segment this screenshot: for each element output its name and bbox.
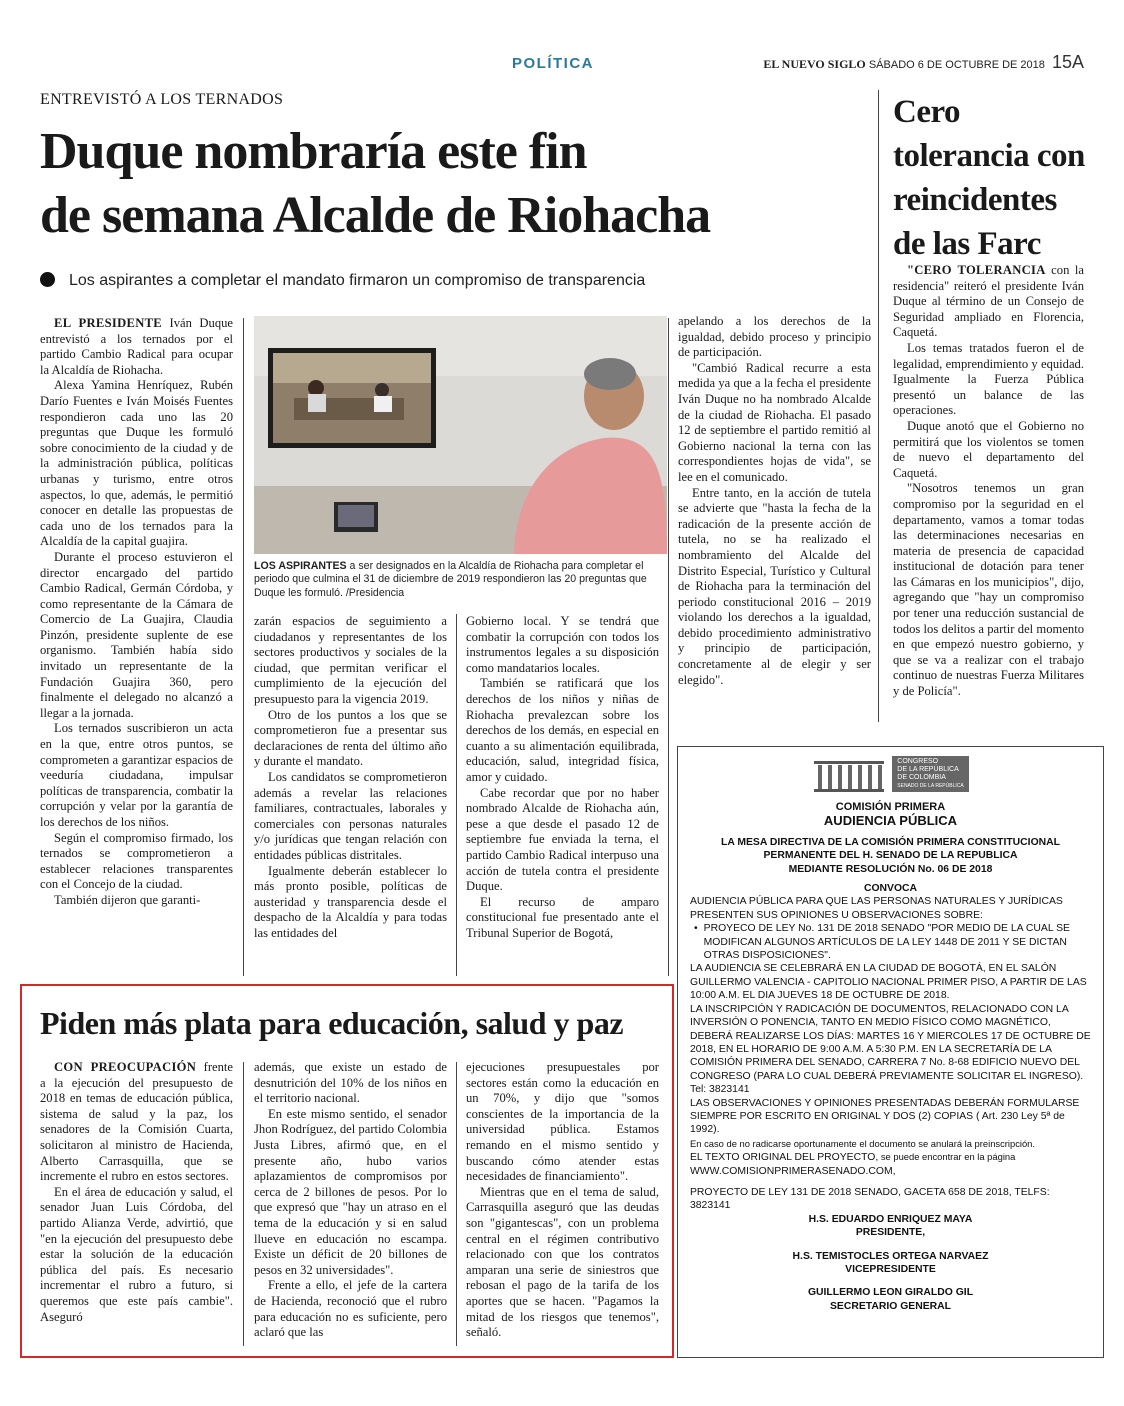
paragraph: En el área de educación y salud, el senador Juan Luis Córdoba, del partido Alianza Verde, advirtió, que "en la ejecución del presupuesto debe estar la solución de la educación pública del país. Es necesario incrementar el rubro a futuro, si queremos que este país cambie". Aseguró (40, 1184, 233, 1324)
main-kicker: ENTREVISTÓ A LOS TERNADOS (40, 91, 284, 108)
signatory-role: PRESIDENTE, (855, 1227, 926, 1239)
box-column-2 (254, 1060, 447, 1341)
section-label: POLÍTICA (512, 55, 594, 72)
column-rule (456, 1062, 457, 1346)
paragraph: En este mismo sentido, el senador Jhon Rodríguez, del partido Colombia Justa Libres, afirmó que, en el presente año, hubo varios aplazamientos de compromisos por cerca de 2 billones de pesos. Por lo que expresó que "hay un atraso en el tema de la educación y si en salud llueve en educación no escampa. Existe un déficit de 20 billones de pesos en 32 universidades". (254, 1106, 447, 1277)
paragraph (40, 1060, 233, 1185)
photo-illustration (254, 316, 667, 554)
box-headline: Piden más plata para educación, salud y paz (40, 1005, 624, 1041)
logo-line: CONGRESO (897, 758, 939, 765)
column-rule (243, 1062, 244, 1346)
ad-text: EL TEXTO ORIGINAL DEL PROYECTO, (690, 1152, 879, 1164)
paragraph: Igualmente deberán establecer lo más pronto posible, políticas de austeridad y transparencia desde el despacho de la Alcaldía y para todas las entidades del (254, 863, 447, 940)
column-rule (668, 318, 669, 976)
lead-caps: CON PREOCUPACIÓN (54, 1060, 197, 1074)
paper-name: EL NUEVO SIGLO (763, 57, 866, 71)
paragraph: Mientras que en el tema de salud, Carrasquilla aseguró que las deudas son "gigantescas", con un problema central en el régimen contributivo relacionado con que los contratos amparan una serie de siniestros que rebosan el pago de la tarifa de los aportes que se hacen. "Pagamos la mitad de los riesgos que tenemos", señaló. (466, 1184, 659, 1340)
paragraph: Cabe recordar que por no haber nombrado Alcalde de Riohacha aún, pese a que desde el pasado 12 de septiembre fue enviada la terna, el partido Cambio Radical interpuso una acción de tutela contra el presidente Duque. (466, 785, 659, 894)
box-column-1 (40, 1060, 233, 1325)
main-headline-line: Duque nombraría este fin (40, 123, 587, 180)
side-headline-line: tolerancia con (893, 138, 1085, 174)
main-column-4 (678, 314, 871, 688)
ad-title: COMISIÓN PRIMERA (835, 801, 946, 813)
ad-intro: AUDIENCIA PÚBLICA PARA QUE LAS PERSONAS NATURALES Y JURÍDICAS PRESENTEN SUS OPINIONES U OBSERVACIONES SOBRE: (690, 896, 1063, 921)
ad-paragraph: LA INSCRIPCIÓN Y RADICACIÓN DE DOCUMENTOS, RELACIONADO CON LA INVERSIÓN O PONENCIA, TANTO EN MEDIO FÍSICO COMO MAGNÉTICO, DEBERÁ REALIZARSE LOS DÍAS: MARTES 16 Y MIERCOLES 17 DE OCTUBRE DE 2018, EN EL HORARIO DE 9:00 A.M. A 5:30 P.M. EN LA SECRETARÍA DE LA COMISIÓN PRIMERA DEL SENADO, CARRERA 7 No. 8-68 EDIFICIO NUEVO DEL CONGRESO (PARA LO CUAL DEBERÁ PREVIAMENTE SOLICITAR EL INGRESO). Tel: 3823141 (690, 1003, 1091, 1096)
ad-issuer: MEDIANTE RESOLUCIÓN No. 06 DE 2018 (788, 863, 993, 875)
paragraph: apelando a los derechos de la igualdad, debido proceso y principio de participación. (678, 314, 871, 360)
paragraph: Entre tanto, en la acción de tutela se advierte que "hasta la fecha de la radicación de la presente acción de tutela, no se ha realizado el nombramiento del Alcalde del Distrito Especial, Turístico y Cultural de Riohacha para la terminación del periodo constitucional 2016 – 2019 violando los derechos a la igualdad, debido procedimiento administrativo y principio de participación, concretamente al de elegir y ser elegido". (678, 485, 871, 687)
side-column (893, 263, 1084, 700)
paragraph: "Nosotros tenemos un gran compromiso por la seguridad en el departamento, vamos a tomar todas las determinaciones necesarias en materia de presencia de capacidad institucional de dotación para tener las Cámaras en los municipios", dijo, agregando que "hay un compromiso por tener una reducción sustancial de todos los delitos a partir del momento en que empezó nuestro gobierno, y que se va a realizar con el trabajo continuo de nuestras Fuerza Militares y de Policía". (893, 481, 1084, 699)
side-headline-line: reincidentes (893, 182, 1057, 218)
paragraph: Gobierno local. Y se tendrá que combatir la corrupción con todos los instrumentos legales a su disposición como mandatarios locales. (466, 614, 659, 675)
side-headline-line: de las Farc (893, 226, 1041, 262)
news-photo (254, 316, 667, 554)
paragraph (893, 263, 1084, 341)
ad-text: se puede encontrar en la página (878, 1151, 1016, 1163)
paragraph: Los temas tratados fueron el de legalidad, emprendimiento y equidad. Igualmente la Fuerza Pública presentó un balance de las operaciones. (893, 340, 1084, 418)
main-headline (40, 120, 840, 248)
capitol-icon (812, 755, 886, 793)
main-deck-text: Los aspirantes a completar el mandato firmaron un compromiso de transparencia (69, 272, 646, 289)
column-rule (243, 318, 244, 976)
paragraph: Los ternados suscribieron un acta en la que, entre otros puntos, se comprometen a garantizar espacios de veeduría ciudadana, impulsar políticas de transparencia, combatir la corrupción y velar por la garantía de los derechos de los niños. (40, 721, 233, 829)
issue-date: SÁBADO 6 DE OCTUBRE DE 2018 (868, 59, 1045, 71)
main-deck (40, 272, 645, 290)
paragraph (40, 316, 233, 378)
column-rule (456, 614, 457, 976)
bullet-icon: • (694, 923, 698, 935)
photo-caption (254, 560, 667, 600)
paragraph: Durante el proceso estuvieron el director encargado del partido Cambio Radical, Germán Córdoba, y como representante de la Cámara de Comercio de La Guajira, Claudia Pinzón, presidente suplente de ese organismo. También había sido invitado un representante de la Fundación Guajira 360, pero finalmente el delegado no alcanzó a llegar a la jornada. (40, 549, 233, 720)
paragraph-text: Iván Duque entrevistó a los ternados por el partido Cambio Radical para ocupar la Alcaldía de Riohacha. (40, 316, 234, 377)
ad-subtitle: AUDIENCIA PÚBLICA (823, 813, 958, 829)
paragraph: "Cambió Radical recurre a esta medida ya que a la fecha el presidente Iván Duque no ha nombrado Alcalde de la ciudad de Riohacha. El pasado 12 de septiembre el partido remitió al Gobierno nacional la terna con las correspondientes hojas de vida", se lee en el comunicado. (678, 360, 871, 484)
page-number: 15A (1051, 52, 1084, 72)
caption-lead: LOS ASPIRANTES (254, 560, 347, 572)
ad-issuer: LA MESA DIRECTIVA DE LA COMISIÓN PRIMERA CONSTITUCIONAL (720, 836, 1061, 848)
paragraph: Los candidatos se comprometieron además a revelar las relaciones familiares, contractuales, laborales y comerciales con personas naturales y/o jurídicas que tengan relación con entidades públicas distritales. (254, 769, 447, 862)
paragraph: Frente a ello, el jefe de la cartera de Hacienda, reconoció que el rubro para educación no es suficiente, pero aclaró que las (254, 1278, 447, 1340)
paragraph: además, que existe un estado de desnutrición del 10% de los niños en el territorio nacional. (254, 1060, 447, 1106)
logo-line: DE LA REPÚBLICA (897, 766, 959, 773)
folio-line (763, 52, 1084, 73)
logo-line: DE COLOMBIA (897, 774, 946, 781)
signatory-name: H.S. EDUARDO ENRIQUEZ MAYA (808, 1213, 973, 1225)
main-column-2 (254, 614, 447, 941)
ad-note: En caso de no radicarse oportunamente el documento se anulará la preinscripción. (690, 1137, 1035, 1149)
paragraph: Alexa Yamina Henríquez, Rubén Darío Fuentes e Iván Moisés Fuentes respondieron cada uno las 20 preguntas que Duque les formuló sobre conocimiento de la ciudad y de la administración pública, políticas urbanas y turismo, entre otros aspectos, lo que, además, le permitió conocer en detalle las propuestas de cada uno de los ternados para la Alcaldía de la capital guajira. (40, 378, 233, 549)
ad-paragraph: LA AUDIENCIA SE CELEBRARÁ EN LA CIUDAD DE BOGOTÁ, EN EL SALÓN GUILLERMO VALENCIA - CAPITOLIO NACIONAL PRIMER PISO, A PARTIR DE LAS 10:00 A.M. EL DIA JUEVES 18 DE OCTUBRE DE 2018. (690, 963, 1087, 1002)
ad-convoca: CONVOCA (863, 883, 918, 895)
paragraph: zarán espacios de seguimiento a ciudadanos y representantes de los sectores productivos y sociales de la ciudad, que permitan verificar el cumplimiento de la ejecución del presupuesto para la vigencia 2019. (254, 614, 447, 706)
main-column-1 (40, 316, 233, 909)
caption-text: a ser designados en la Alcaldía de Riohacha para completar el periodo que culmina el 31 de diciembre de 2019 respondieron las 20 preguntas que Duque les formuló. /Presidencia (254, 560, 647, 599)
ad-paragraph (690, 1150, 1091, 1164)
paragraph-text: con la residencia" reiteró el presidente Iván Duque al término de un Consejo de Seguridad ampliado en Florencia, Caquetá. (893, 263, 1084, 340)
paragraph: También dijeron que garanti- (54, 892, 201, 907)
ad-bullet-text: PROYECO DE LEY No. 131 DE 2018 SENADO "POR MEDIO DE LA CUAL SE MODIFICAN ALGUNOS ARTÍCULOS DE LA LEY 1448 DE 2011 Y SE DICTAN OTRAS DISPOSICIONES". (703, 923, 1070, 962)
lead-caps: EL PRESIDENTE (54, 316, 163, 330)
logo-text (892, 756, 968, 792)
signatory-role: SECRETARIO GENERAL (829, 1300, 952, 1312)
ad-paragraph: PROYECTO DE LEY 131 DE 2018 SENADO, GACETA 658 DE 2018, TELFS: 3823141 (690, 1186, 1050, 1212)
bullet-dot-icon (40, 272, 55, 287)
congress-logo (690, 755, 1091, 793)
lead-caps: "CERO TOLERANCIA (907, 263, 1046, 277)
ad-bullet (690, 922, 1091, 962)
paragraph: El recurso de amparo constitucional fue presentado ante el Tribunal Superior de Bogotá, (466, 894, 659, 940)
logo-line: SENADO DE LA REPÚBLICA (897, 783, 964, 789)
public-notice-ad (677, 746, 1104, 1358)
paragraph: Duque anotó que el Gobierno no permitirá que los violentos se tomen de nuevo el departamento del Caquetá. (893, 418, 1084, 480)
box-column-3 (466, 1060, 659, 1341)
main-column-3 (466, 614, 659, 941)
paragraph: Según el compromiso firmado, los ternados se comprometieron a establecer relaciones transparentes con el Concejo de la ciudad. (40, 830, 233, 892)
main-headline-line: de semana Alcalde de Riohacha (40, 187, 711, 244)
paragraph: ejecuciones presupuestales por sectores están como la educación en un 70%, y dijo que "somos conscientes de la importancia de la universidad pública. Estamos remando en el mismo sentido y buscando cómo atender estas necesidades de financiamiento". (466, 1060, 659, 1184)
ad-url: WWW.COMISIONPRIMERASENADO.COM, (690, 1165, 896, 1177)
ad-paragraph: LAS OBSERVACIONES Y OPINIONES PRESENTADAS DEBERÁN FORMULARSE SIEMPRE POR ESCRITO EN ORIGINAL Y DOS (2) COPIAS ( Art. 230 Ley 5ª de 1992). (690, 1097, 1080, 1136)
paragraph: También se ratificará que los derechos de los niños y niñas de Riohacha prevalezcan sobre los derechos de los demás, en especial en cuanto a su alimentación equilibrada, educación, salud, integridad física, amor y cuidado. (466, 676, 659, 784)
signatory-role: VICEPRESIDENTE (845, 1264, 936, 1275)
signatory-name: H.S. TEMISTOCLES ORTEGA NARVAEZ (792, 1250, 989, 1262)
side-headline-line: Cero (893, 94, 961, 130)
paragraph: Otro de los puntos a los que se comprometieron fue a presentar sus declaraciones de renta del último año y durante el mandato. (254, 707, 447, 769)
side-headline (893, 90, 1093, 266)
signatory-name: GUILLERMO LEON GIRALDO GIL (807, 1287, 974, 1299)
side-rule (878, 90, 879, 722)
ad-issuer: PERMANENTE DEL H. SENADO DE LA REPUBLICA (763, 850, 1018, 862)
paragraph-text: frente a la ejecución del presupuesto de 2018 en temas de educación pública, sistema de salud y la paz, los senadores de la Comisión Cuarta, solicitaron al ministro de Hacienda, Alberto Carrasquilla, que se incremente el rubro en estos sectores. (40, 1060, 233, 1184)
